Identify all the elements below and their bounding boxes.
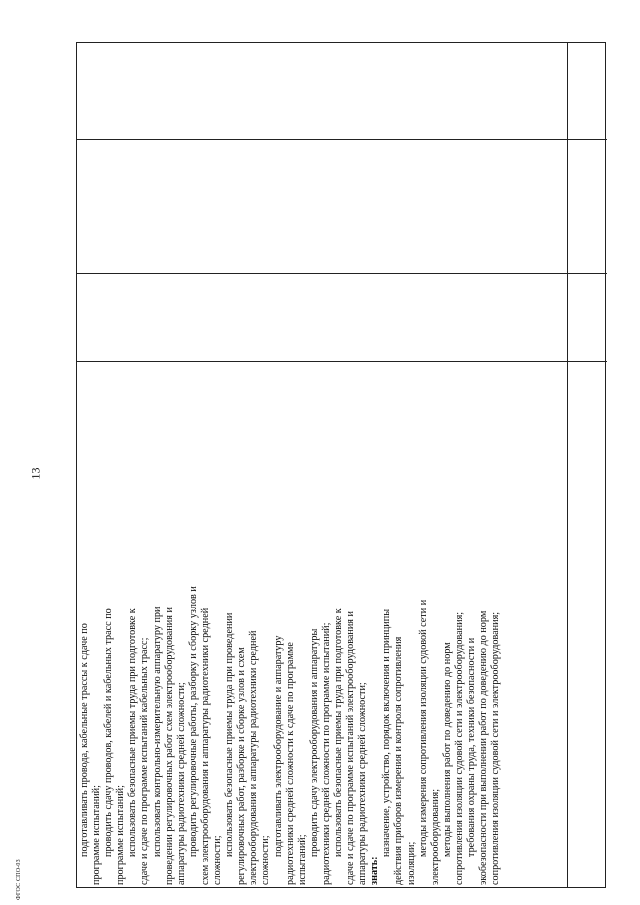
text-line: электрооборудования;: [429, 788, 441, 885]
text-line: методы выполнения работ по доведению до норм: [441, 642, 453, 857]
text-line: электрооборудования и аппаратуры радиотехники средней: [248, 630, 260, 885]
text-line: экобезопасности при выполнении работ по доведению до норм: [478, 610, 490, 885]
text-line: использовать безопасные приемы труда при проведении: [224, 612, 236, 857]
text-line: использовать безопасные приемы труда при подготовке к: [332, 608, 344, 857]
text-line: радиотехники средней сложности по программе испытаний;: [320, 622, 332, 885]
text-line: использовать безопасные приемы труда при подготовке к: [127, 608, 139, 857]
text-line: сопротивления изоляции судовой сети и электрооборудования;: [490, 611, 502, 885]
text-line: назначение, устройство, порядок включения и принципы: [381, 608, 393, 857]
text-line: радиотехники средней сложности к сдаче по программе: [284, 642, 296, 885]
text-line: испытаний;: [296, 834, 308, 885]
text-line: сложности;: [212, 835, 224, 885]
page-number: 13: [28, 467, 43, 480]
footer-code: ФГОС СПО-03: [16, 859, 22, 900]
text-line: проводить сдачу проводов, кабелей и кабельных трасс по: [103, 608, 115, 857]
text-line: действия приборов измерения и контроля сопротивления: [393, 636, 405, 885]
text-line: аппаратуры радиотехники средней сложности;: [175, 682, 187, 885]
text-line: схем электрооборудования и аппаратуры радиотехники средней: [199, 607, 211, 885]
text-line: аппаратуры радиотехники средней сложности;: [357, 682, 369, 885]
text-line: изоляции;: [405, 841, 417, 885]
content-table: [76, 42, 606, 888]
text-line: знать:: [369, 856, 381, 885]
text-line: сопротивления изоляции судовой сети и электрооборудования;: [453, 611, 465, 885]
text-line: требования охраны труда, техники безопасности и: [466, 637, 477, 857]
table-separator: [77, 273, 607, 274]
text-line: подготавливать провода, кабельные трассы к сдаче по: [79, 623, 90, 857]
text-line: регулировочных работ, разборке и сборке узлов и схем: [236, 647, 248, 885]
table-separator: [77, 361, 607, 362]
text-line: подготавливать электрооборудование и аппаратуру: [272, 635, 284, 857]
text-line: методы измерения сопротивления изоляции судовой сети и: [417, 599, 429, 857]
text-line: сдаче и сдаче по программе испытаний кабельных трасс;: [139, 637, 151, 885]
text-line: сдаче и сдаче по программе испытаний электрооборудования и: [345, 611, 357, 885]
text-line: программе испытаний;: [91, 785, 103, 885]
table-separator: [77, 139, 607, 140]
column-divider: [567, 43, 568, 887]
text-line: проводить сдачу электрооборудования и аппаратуры: [308, 628, 320, 857]
competency-text: [77, 509, 567, 889]
text-line: использовать контрольно-измерительную аппаратуру при: [151, 606, 163, 857]
text-line: проводить регулировочные работы, разборку и сборку узлов и: [187, 586, 199, 857]
text-line: программе испытаний;: [115, 785, 127, 885]
text-line: сложности;: [260, 835, 272, 885]
text-line: проведении регулировочных работ схем электрооборудования и: [163, 607, 175, 885]
